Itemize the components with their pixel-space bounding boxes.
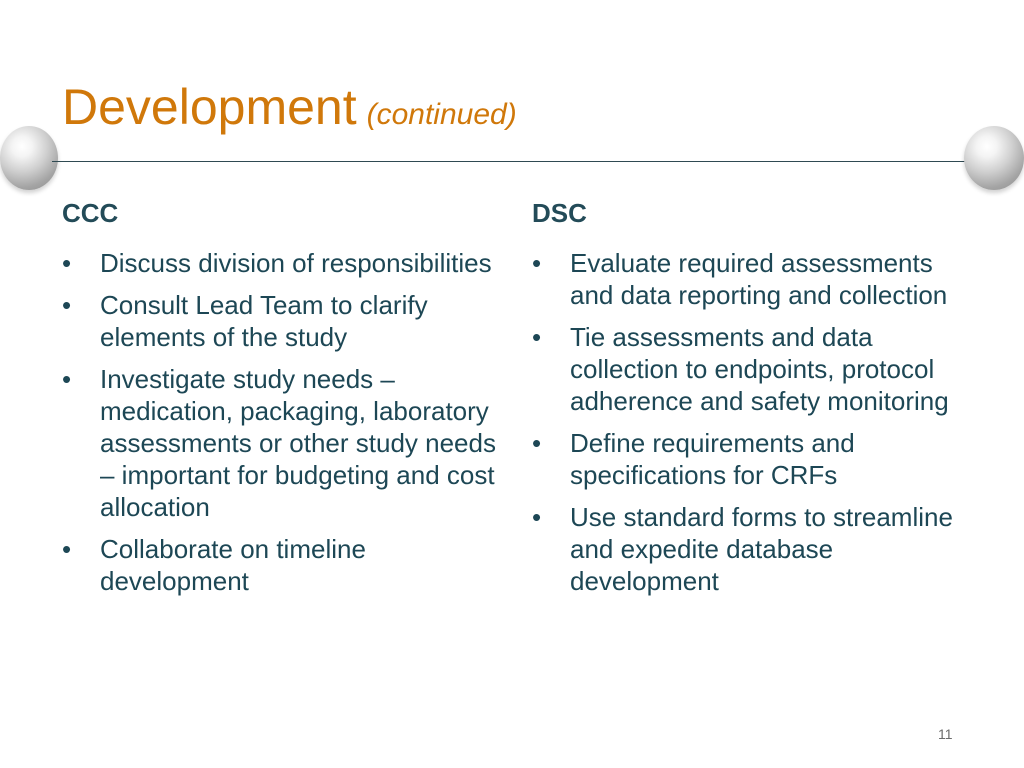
- list-item: [62, 363, 502, 523]
- bullet-icon: •: [62, 364, 72, 395]
- bullet-text: Collaborate on timeline development: [100, 534, 366, 597]
- list-item: [532, 321, 972, 417]
- slide-title: [62, 79, 517, 135]
- bullet-text: Tie assessments and data collection to endpoints, protocol adherence and safety monitoring: [570, 322, 949, 417]
- title-divider: [52, 161, 972, 162]
- bullet-icon: •: [532, 428, 542, 459]
- list-item: [62, 533, 502, 597]
- bullet-icon: •: [62, 534, 72, 565]
- title-subtitle: (continued): [366, 98, 517, 131]
- left-column: [62, 198, 502, 607]
- title-main: Development: [62, 79, 357, 135]
- left-bullet-list: [62, 247, 502, 597]
- list-item: [532, 427, 972, 491]
- page-number: 11: [938, 726, 953, 742]
- bullet-icon: •: [62, 290, 72, 321]
- right-bullet-list: [532, 247, 972, 597]
- bullet-icon: •: [532, 502, 542, 533]
- bullet-text: Use standard forms to streamline and expedite database development: [570, 502, 953, 597]
- bullet-icon: •: [62, 248, 72, 279]
- left-column-heading: CCC: [62, 198, 119, 228]
- decorative-sphere-right: [964, 126, 1024, 190]
- bullet-icon: •: [532, 248, 542, 279]
- bullet-text: Evaluate required assessments and data reporting and collection: [570, 248, 948, 311]
- list-item: [62, 247, 502, 279]
- bullet-icon: •: [532, 322, 542, 353]
- decorative-sphere-left: [0, 126, 58, 190]
- right-column-heading: DSC: [532, 198, 587, 228]
- bullet-text: Investigate study needs – medication, packaging, laboratory assessments or other study needs – important for budgeting and cost allocation: [100, 364, 496, 523]
- list-item: [532, 501, 972, 597]
- list-item: [532, 247, 972, 311]
- bullet-text: Define requirements and specifications for CRFs: [570, 428, 855, 491]
- right-column: [532, 198, 972, 607]
- bullet-text: Consult Lead Team to clarify elements of the study: [100, 290, 428, 353]
- bullet-text: Discuss division of responsibilities: [100, 248, 492, 279]
- list-item: [62, 289, 502, 353]
